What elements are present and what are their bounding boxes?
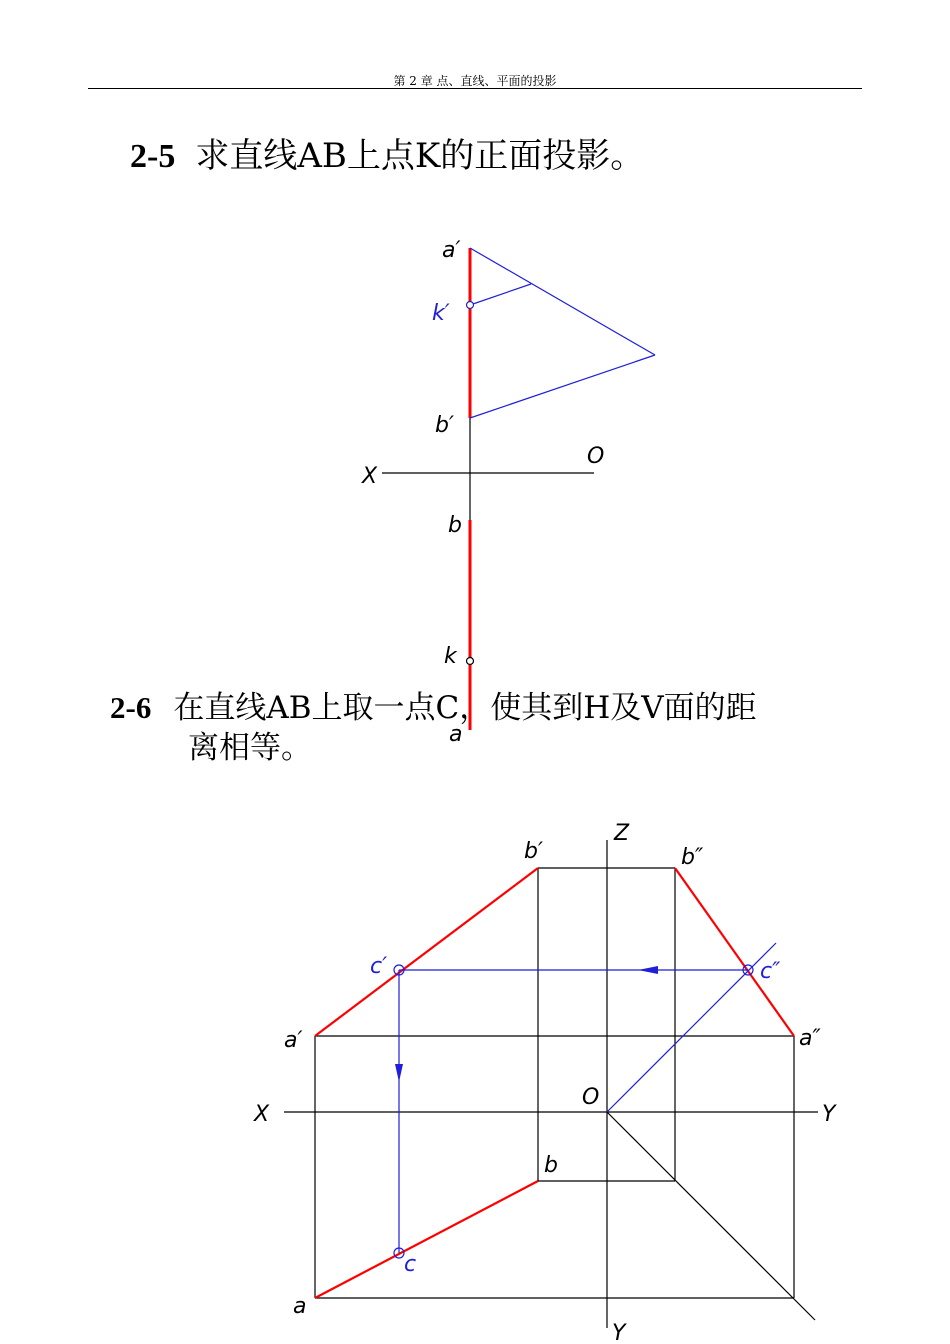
chapter-header: 第 2 章 点、直线、平面的投影 [393,74,557,88]
aux-line-k-prime [470,284,531,305]
problem-2-6-text-line2: 离相等。 [188,730,312,766]
label-x-axis-2-6: X [254,1102,270,1127]
problem-2-5-number: 2-5 [130,138,176,175]
label-c-prime: c′ [370,954,388,979]
aux-45-line [607,943,776,1112]
problem-2-6-number: 2-6 [110,690,152,725]
label-y-axis-bottom: Y [612,1321,626,1344]
label-b-prime: b′ [435,413,454,438]
point-k-prime [467,302,474,309]
label-b-2-6: b [544,1153,558,1178]
label-y-axis-right: Y [822,1102,836,1127]
label-c-dprime: c″ [760,959,781,984]
label-k: k [444,644,457,669]
arrow-down-icon [395,1064,403,1082]
aux-line-a-prime [470,248,655,355]
aux-line-b-prime [470,355,655,418]
side-projection-ab-2-6 [675,868,794,1036]
top-projection-ab-2-6 [315,1181,538,1298]
label-origin-2-6: O [582,1085,600,1110]
arrow-left-icon [638,966,658,974]
label-a-dprime: a″ [799,1026,821,1051]
diagonal-45-line [607,1112,815,1320]
label-origin: O [587,444,605,469]
label-b: b [448,513,462,538]
label-b-prime-2-6: b′ [524,839,543,864]
problem-2-5-text: 求直线AB上点K的正面投影。 [195,136,645,176]
label-b-dprime: b″ [681,845,704,870]
label-x-axis: X [362,464,378,489]
figure-2-6 [253,821,837,1344]
label-a-prime: a′ [442,238,461,263]
label-a-2-6: a [293,1294,307,1319]
label-a: a [449,722,463,747]
point-k [467,658,474,665]
figure-2-5 [361,238,655,747]
problem-2-6-text-line1: 在直线AB上取一点C，使其到H及V面的距 [173,690,757,726]
label-k-prime: k′ [432,301,450,326]
front-projection-ab-2-6 [315,868,538,1036]
label-a-prime-2-6: a′ [284,1028,303,1053]
label-c: c [404,1252,417,1277]
label-z-axis: Z [614,821,630,846]
